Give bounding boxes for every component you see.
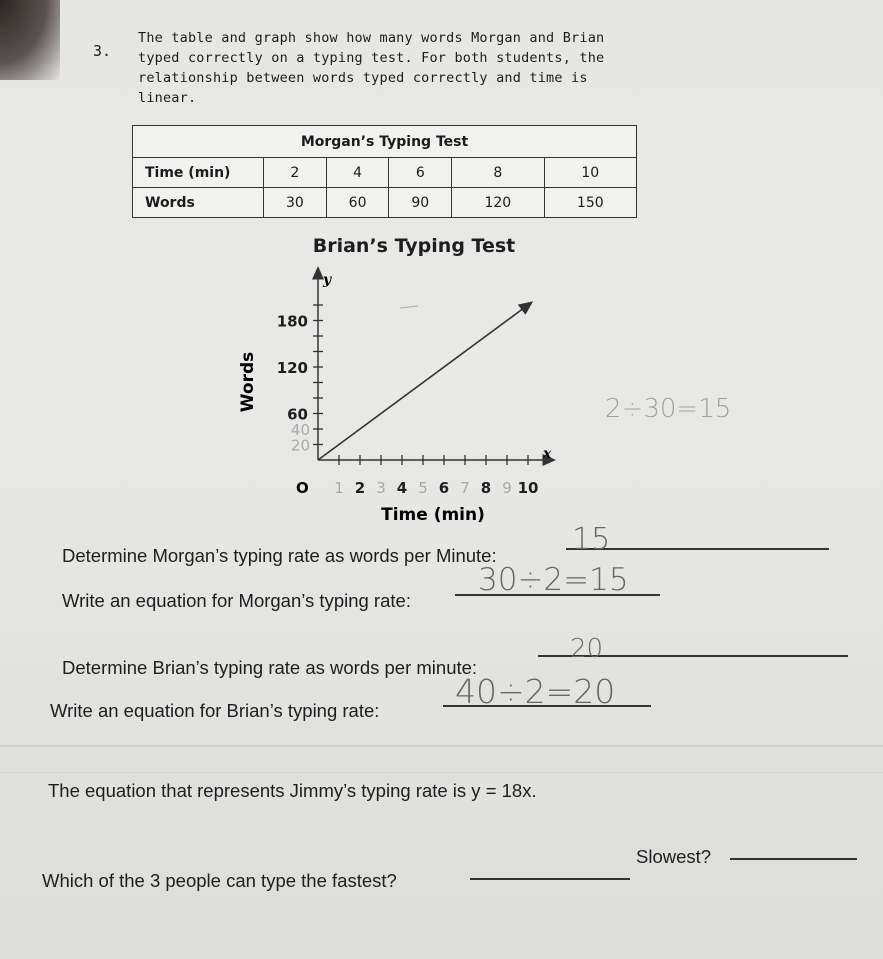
handwritten-side-calc: 2÷30=15 — [605, 394, 732, 424]
table-cell: 30 — [264, 188, 327, 218]
origin-label: O — [296, 479, 309, 497]
prompt-morgan-rate: Determine Morgan’s typing rate as words per Minute: — [62, 545, 497, 566]
photo-shadow — [0, 0, 60, 80]
row-header-words: Words — [133, 188, 264, 218]
x-tick-label: 2 — [354, 479, 366, 497]
page-fold — [0, 772, 883, 773]
table-row — [133, 188, 637, 218]
row-header-time: Time (min) — [133, 158, 264, 188]
x-tick-label: 8 — [480, 479, 492, 497]
morgan-table — [132, 125, 637, 218]
table-row — [133, 158, 637, 188]
y-tick-label: 120 — [276, 359, 308, 377]
handwritten-brian-rate: 20 — [570, 634, 604, 664]
prompt-slowest: Slowest? — [636, 846, 712, 867]
handwritten-y-note: 20 — [290, 436, 310, 455]
y-axis-label: Words — [238, 351, 258, 413]
table-cell: 6 — [389, 158, 452, 188]
table-cell: 90 — [389, 188, 452, 218]
table-cell: 150 — [544, 188, 636, 218]
prompt-brian-equation: Write an equation for Brian’s typing rate: — [50, 700, 380, 721]
prompt-morgan-equation: Write an equation for Morgan’s typing rate: — [62, 590, 411, 611]
series-line — [318, 305, 528, 460]
handwritten-brian-equation: 40÷2=20 — [455, 672, 616, 711]
table-cell: 10 — [544, 158, 636, 188]
page-fold — [0, 745, 883, 747]
table-cell: 2 — [264, 158, 327, 188]
x-tick-label: 6 — [438, 479, 450, 497]
handwritten-x-note: 7 — [460, 479, 470, 497]
x-tick-label: 4 — [396, 479, 408, 497]
prompt-jimmy: The equation that represents Jimmy’s typing rate is y = 18x. — [48, 780, 537, 801]
handwritten-x-note: 9 — [502, 479, 512, 497]
answer-line-slowest[interactable] — [730, 858, 857, 860]
handwritten-y-note: 40 — [290, 421, 310, 439]
handwritten-x-note: 3 — [376, 479, 386, 497]
y-tick-label: 60 — [287, 405, 308, 424]
morgan-table-title: Morgan’s Typing Test — [133, 126, 637, 158]
prompt-brian-rate: Determine Brian’s typing rate as words per minute: — [62, 657, 478, 678]
prompt-fastest: Which of the 3 people can type the fastest? — [42, 870, 397, 891]
answer-line-fastest[interactable] — [470, 878, 630, 880]
table-cell: 120 — [452, 188, 544, 218]
x-axis-label: Time (min) — [381, 505, 485, 525]
handwritten-x-note: 1 — [334, 479, 344, 497]
y-tick-label: 180 — [276, 312, 308, 331]
handwritten-morgan-rate: 15 — [572, 522, 611, 557]
table-cell: 4 — [326, 158, 389, 188]
x-axis-letter: x — [543, 446, 552, 462]
y-axis-letter: y — [323, 272, 332, 288]
x-tick-label: 10 — [517, 479, 539, 497]
handwritten-x-note: 5 — [418, 479, 428, 497]
chart-title: Brian’s Typing Test — [312, 235, 516, 257]
handwritten-morgan-equation: 30÷2=15 — [478, 562, 629, 598]
question-number: 3. — [93, 42, 112, 60]
table-cell: 60 — [326, 188, 389, 218]
question-intro: The table and graph show how many words Morgan and Brian typed correctly on a typing test. For both students, the relationship between words typed correctly and time is linear. — [138, 30, 605, 106]
table-cell: 8 — [452, 158, 544, 188]
